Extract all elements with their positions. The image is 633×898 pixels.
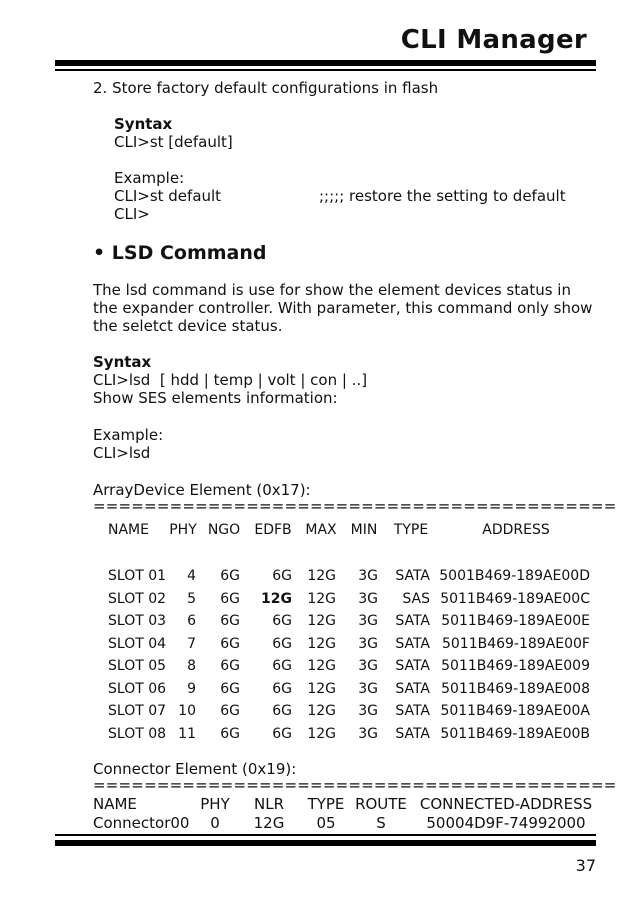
connector-header-route: ROUTE <box>355 795 407 813</box>
lsd-heading-text: LSD Command <box>111 242 267 264</box>
array-cell-type: SATA <box>395 658 430 674</box>
array-cell-name: SLOT 03 <box>108 613 167 629</box>
array-cell-edfb: 6G <box>272 635 292 652</box>
connector-separator: ========================================= <box>93 776 617 794</box>
array-cell-phy: 10 <box>178 703 196 719</box>
st-example-label: Example: <box>114 169 185 187</box>
array-cell-max: 12G <box>307 613 336 629</box>
connector-header-nlr: NLR <box>254 795 284 813</box>
array-cell-address: 5011B469-189AE00A <box>440 703 590 719</box>
connector-cell-name: Connector00 <box>93 814 190 832</box>
array-cell-edfb: 6G <box>272 703 292 719</box>
st-example-comment: ;;;;; restore the setting to default <box>319 187 566 205</box>
array-cell-phy: 6 <box>187 613 196 629</box>
array-cell-ngo: 6G <box>220 568 240 584</box>
connector-cell-connected-address: 50004D9F-74992000 <box>426 814 586 832</box>
array-cell-max: 12G <box>307 658 336 674</box>
array-cell-ngo: 6G <box>220 703 240 719</box>
array-header-type: TYPE <box>393 522 429 538</box>
array-cell-min: 3G <box>358 658 378 674</box>
array-cell-ngo: 6G <box>220 635 240 652</box>
array-cell-phy: 5 <box>187 590 196 607</box>
array-cell-min: 3G <box>358 635 378 652</box>
array-cell-min: 3G <box>358 703 378 719</box>
lsd-syntax-text: CLI>lsd [ hdd | temp | volt | con | ..] <box>93 371 368 389</box>
array-cell-max: 12G <box>307 635 336 652</box>
st-example-command: CLI>st default <box>114 187 222 205</box>
lsd-description: The lsd command is use for show the element devices status in the expander controller. With parameter, this command only show the seletct device status. <box>93 281 593 335</box>
footer-rule-thin <box>55 834 596 836</box>
array-cell-type: SAS <box>402 590 430 607</box>
bullet-icon: • <box>93 242 106 264</box>
array-header-address: ADDRESS <box>482 522 550 538</box>
lsd-heading <box>93 242 267 264</box>
connector-cell-route: S <box>376 814 386 832</box>
array-cell-name: SLOT 06 <box>108 680 167 697</box>
lsd-example-command: CLI>lsd <box>93 444 151 462</box>
array-cell-max: 12G <box>307 590 336 607</box>
lsd-example-label: Example: <box>93 426 164 444</box>
array-header-name: NAME <box>108 522 149 538</box>
array-cell-name: SLOT 04 <box>108 635 167 652</box>
page-number: 37 <box>575 856 596 875</box>
array-cell-min: 3G <box>358 568 378 584</box>
page-header-title: CLI Manager <box>400 25 587 55</box>
array-cell-type: SATA <box>395 703 430 719</box>
array-cell-type: SATA <box>395 680 430 697</box>
connector-title: Connector Element (0x19): <box>93 760 297 778</box>
connector-header-phy: PHY <box>200 795 230 813</box>
array-cell-type: SATA <box>395 613 430 629</box>
connector-cell-type: 05 <box>316 814 336 832</box>
array-cell-min: 3G <box>358 680 378 697</box>
array-cell-ngo: 6G <box>220 590 240 607</box>
array-cell-address: 5011B469-189AE00B <box>440 725 590 742</box>
array-cell-edfb: 6G <box>272 613 292 629</box>
array-cell-ngo: 6G <box>220 658 240 674</box>
array-cell-phy: 4 <box>187 568 196 584</box>
array-cell-address: 5001B469-189AE00D <box>439 568 590 584</box>
array-cell-ngo: 6G <box>220 680 240 697</box>
array-header-max: MAX <box>305 522 337 538</box>
array-cell-max: 12G <box>307 725 336 742</box>
array-cell-edfb: 6G <box>272 680 292 697</box>
array-cell-type: SATA <box>395 725 430 742</box>
array-header-edfb: EDFB <box>254 522 292 538</box>
st-item-heading: 2. Store factory default configurations in flash <box>93 79 439 97</box>
array-cell-ngo: 6G <box>220 725 240 742</box>
array-cell-min: 3G <box>358 590 378 607</box>
array-cell-name: SLOT 07 <box>108 703 167 719</box>
array-device-title: ArrayDevice Element (0x17): <box>93 481 311 499</box>
connector-header-connected-address: CONNECTED-ADDRESS <box>419 795 593 813</box>
array-cell-address: 5011B469-189AE009 <box>441 658 590 674</box>
array-cell-max: 12G <box>307 568 336 584</box>
array-cell-name: SLOT 08 <box>108 725 167 742</box>
array-cell-name: SLOT 02 <box>108 590 167 607</box>
array-cell-phy: 11 <box>178 725 196 742</box>
st-prompt: CLI> <box>114 205 150 223</box>
st-syntax-label: Syntax <box>114 115 173 133</box>
lsd-syntax-label: Syntax <box>93 353 152 371</box>
array-device-separator: ========================================= <box>93 497 617 515</box>
array-cell-edfb: 6G <box>272 725 292 742</box>
connector-cell-nlr: 12G <box>253 814 285 832</box>
header-rule-thick <box>55 60 596 66</box>
array-cell-phy: 7 <box>187 635 196 652</box>
array-cell-address: 5011B469-189AE008 <box>441 680 590 697</box>
array-cell-address: 5011B469-189AE00E <box>441 613 590 629</box>
array-cell-edfb: 6G <box>272 658 292 674</box>
st-syntax-text: CLI>st [default] <box>114 133 233 151</box>
header-rule-thin <box>55 69 596 71</box>
array-cell-name: SLOT 01 <box>108 568 167 584</box>
array-cell-min: 3G <box>358 613 378 629</box>
array-cell-max: 12G <box>307 703 336 719</box>
array-cell-edfb: 6G <box>272 568 292 584</box>
connector-cell-phy: 0 <box>210 814 220 832</box>
array-cell-edfb: 12G <box>261 590 292 607</box>
array-cell-name: SLOT 05 <box>108 658 167 674</box>
lsd-syntax-description: Show SES elements information: <box>93 389 338 407</box>
footer-rule-thick <box>55 840 596 846</box>
array-cell-phy: 9 <box>187 680 196 697</box>
array-cell-type: SATA <box>395 568 430 584</box>
array-header-ngo: NGO <box>207 522 241 538</box>
array-cell-ngo: 6G <box>220 613 240 629</box>
array-cell-address: 5011B469-189AE00C <box>440 590 590 607</box>
array-cell-type: SATA <box>395 635 430 652</box>
array-header-phy: PHY <box>169 522 197 538</box>
connector-header-name: NAME <box>93 795 137 813</box>
array-cell-address: 5011B469-189AE00F <box>441 635 590 652</box>
array-cell-max: 12G <box>307 680 336 697</box>
array-cell-phy: 8 <box>187 658 196 674</box>
array-cell-min: 3G <box>358 725 378 742</box>
connector-header-type: TYPE <box>307 795 345 813</box>
array-header-min: MIN <box>350 522 378 538</box>
